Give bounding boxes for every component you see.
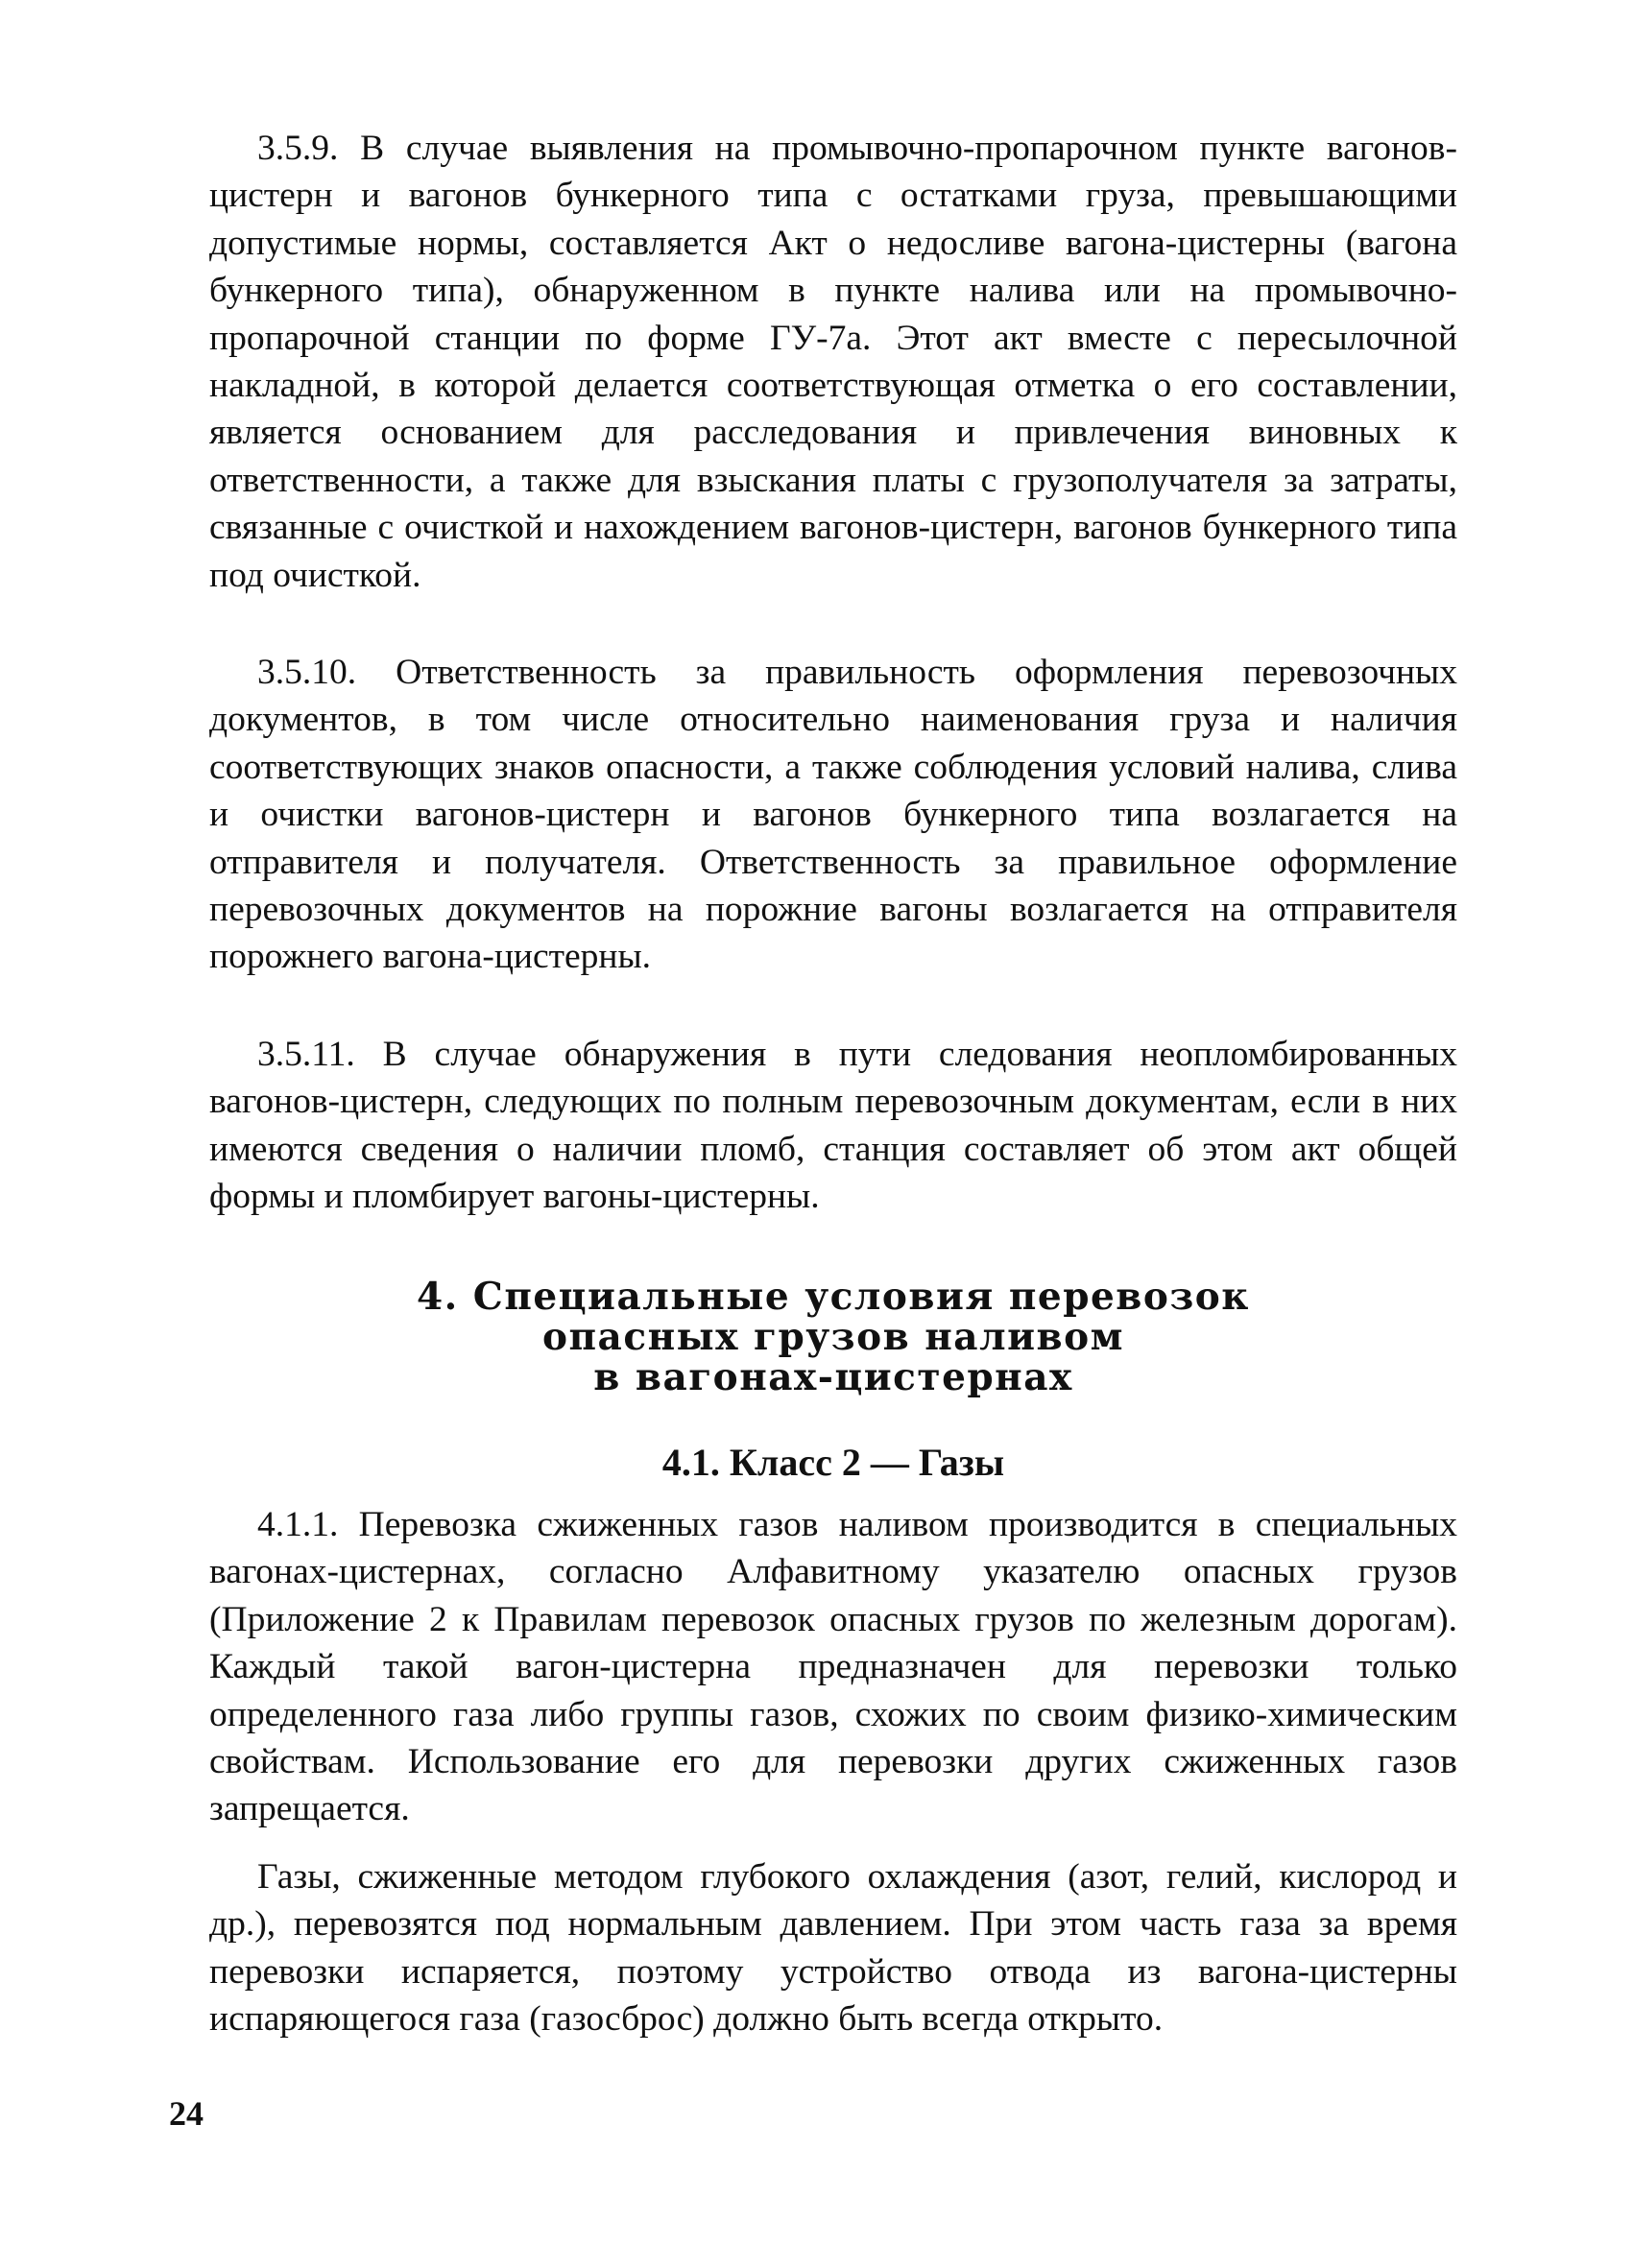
paragraph-liquefied-gases: Газы, сжиженные методом глубокого охлаждения (азот, гелий, кислород и др.), перевозятся под нормальным давлением. При этом часть газа за время перевозки испаряется, поэтому устройство отвода из вагона-цистерны испаряющегося газа (газосброс) должно быть всегда открыто.: [209, 1857, 1457, 2040]
section-heading-line-1: 4. Специальные условия перевозок: [417, 1275, 1250, 1319]
section-heading-line-2: опасных грузов наливом: [542, 1315, 1124, 1359]
paragraph-3-5-11: 3.5.11. В случае обнаружения в пути следования неопломбированных вагонов-цистерн, следующих по полным перевозочным документам, если в них имеются сведения о наличии пломб, станция составляет об этом акт общей формы и пломбирует вагоны-цистерны.: [209, 1035, 1457, 1217]
subsection-heading: 4.1. Класс 2 — Газы: [661, 1441, 1005, 1484]
page-number: 24: [169, 2094, 204, 2133]
paragraph-4-1-1: 4.1.1. Перевозка сжиженных газов наливом производится в специальных вагонах-цистернах, согласно Алфавитному указателю опасных грузов (Приложение 2 к Правилам перевозок опасных грузов по железным дорогам). Каждый такой вагон-цистерна предназначен для перевозки только определенного газа либо группы газов, схожих по своим физико-химическим свойствам. Использование его для перевозки других сжиженных газов запрещается.: [209, 1505, 1457, 1829]
section-heading-line-3: в вагонах-цистернах: [593, 1355, 1073, 1399]
section-heading: [209, 1277, 1457, 1397]
paragraph-3-5-10: 3.5.10. Ответственность за правильность оформления перевозочных документов, в том числе относительно наименования груза и наличия соответствующих знаков опасности, а также соблюдения условий налива, слива и очистки вагонов-цистерн и вагонов бункерного типа возлагается на отправителя и получателя. Ответственность за правильное оформление перевозочных документов на порожние вагоны возлагается на отправителя порожнего вагона-цистерны.: [209, 653, 1457, 977]
paragraph-3-5-9: 3.5.9. В случае выявления на промывочно-пропарочном пункте вагонов-цистерн и вагонов бункерного типа с остатками груза, превышающими допустимые нормы, составляется Акт о недосливе вагона-цистерны (вагона бункерного типа), обнаруженном в пункте налива или на промывочно-пропарочной станции по форме ГУ-7а. Этот акт вместе с пересылочной накладной, в которой делается соответствующая отметка о его составлении, является основанием для расследования и привлечения виновных к ответственности, а также для взыскания платы с грузополучателя за затраты, связанные с очисткой и нахождением вагонов-цистерн, вагонов бункерного типа под очисткой.: [209, 129, 1457, 595]
